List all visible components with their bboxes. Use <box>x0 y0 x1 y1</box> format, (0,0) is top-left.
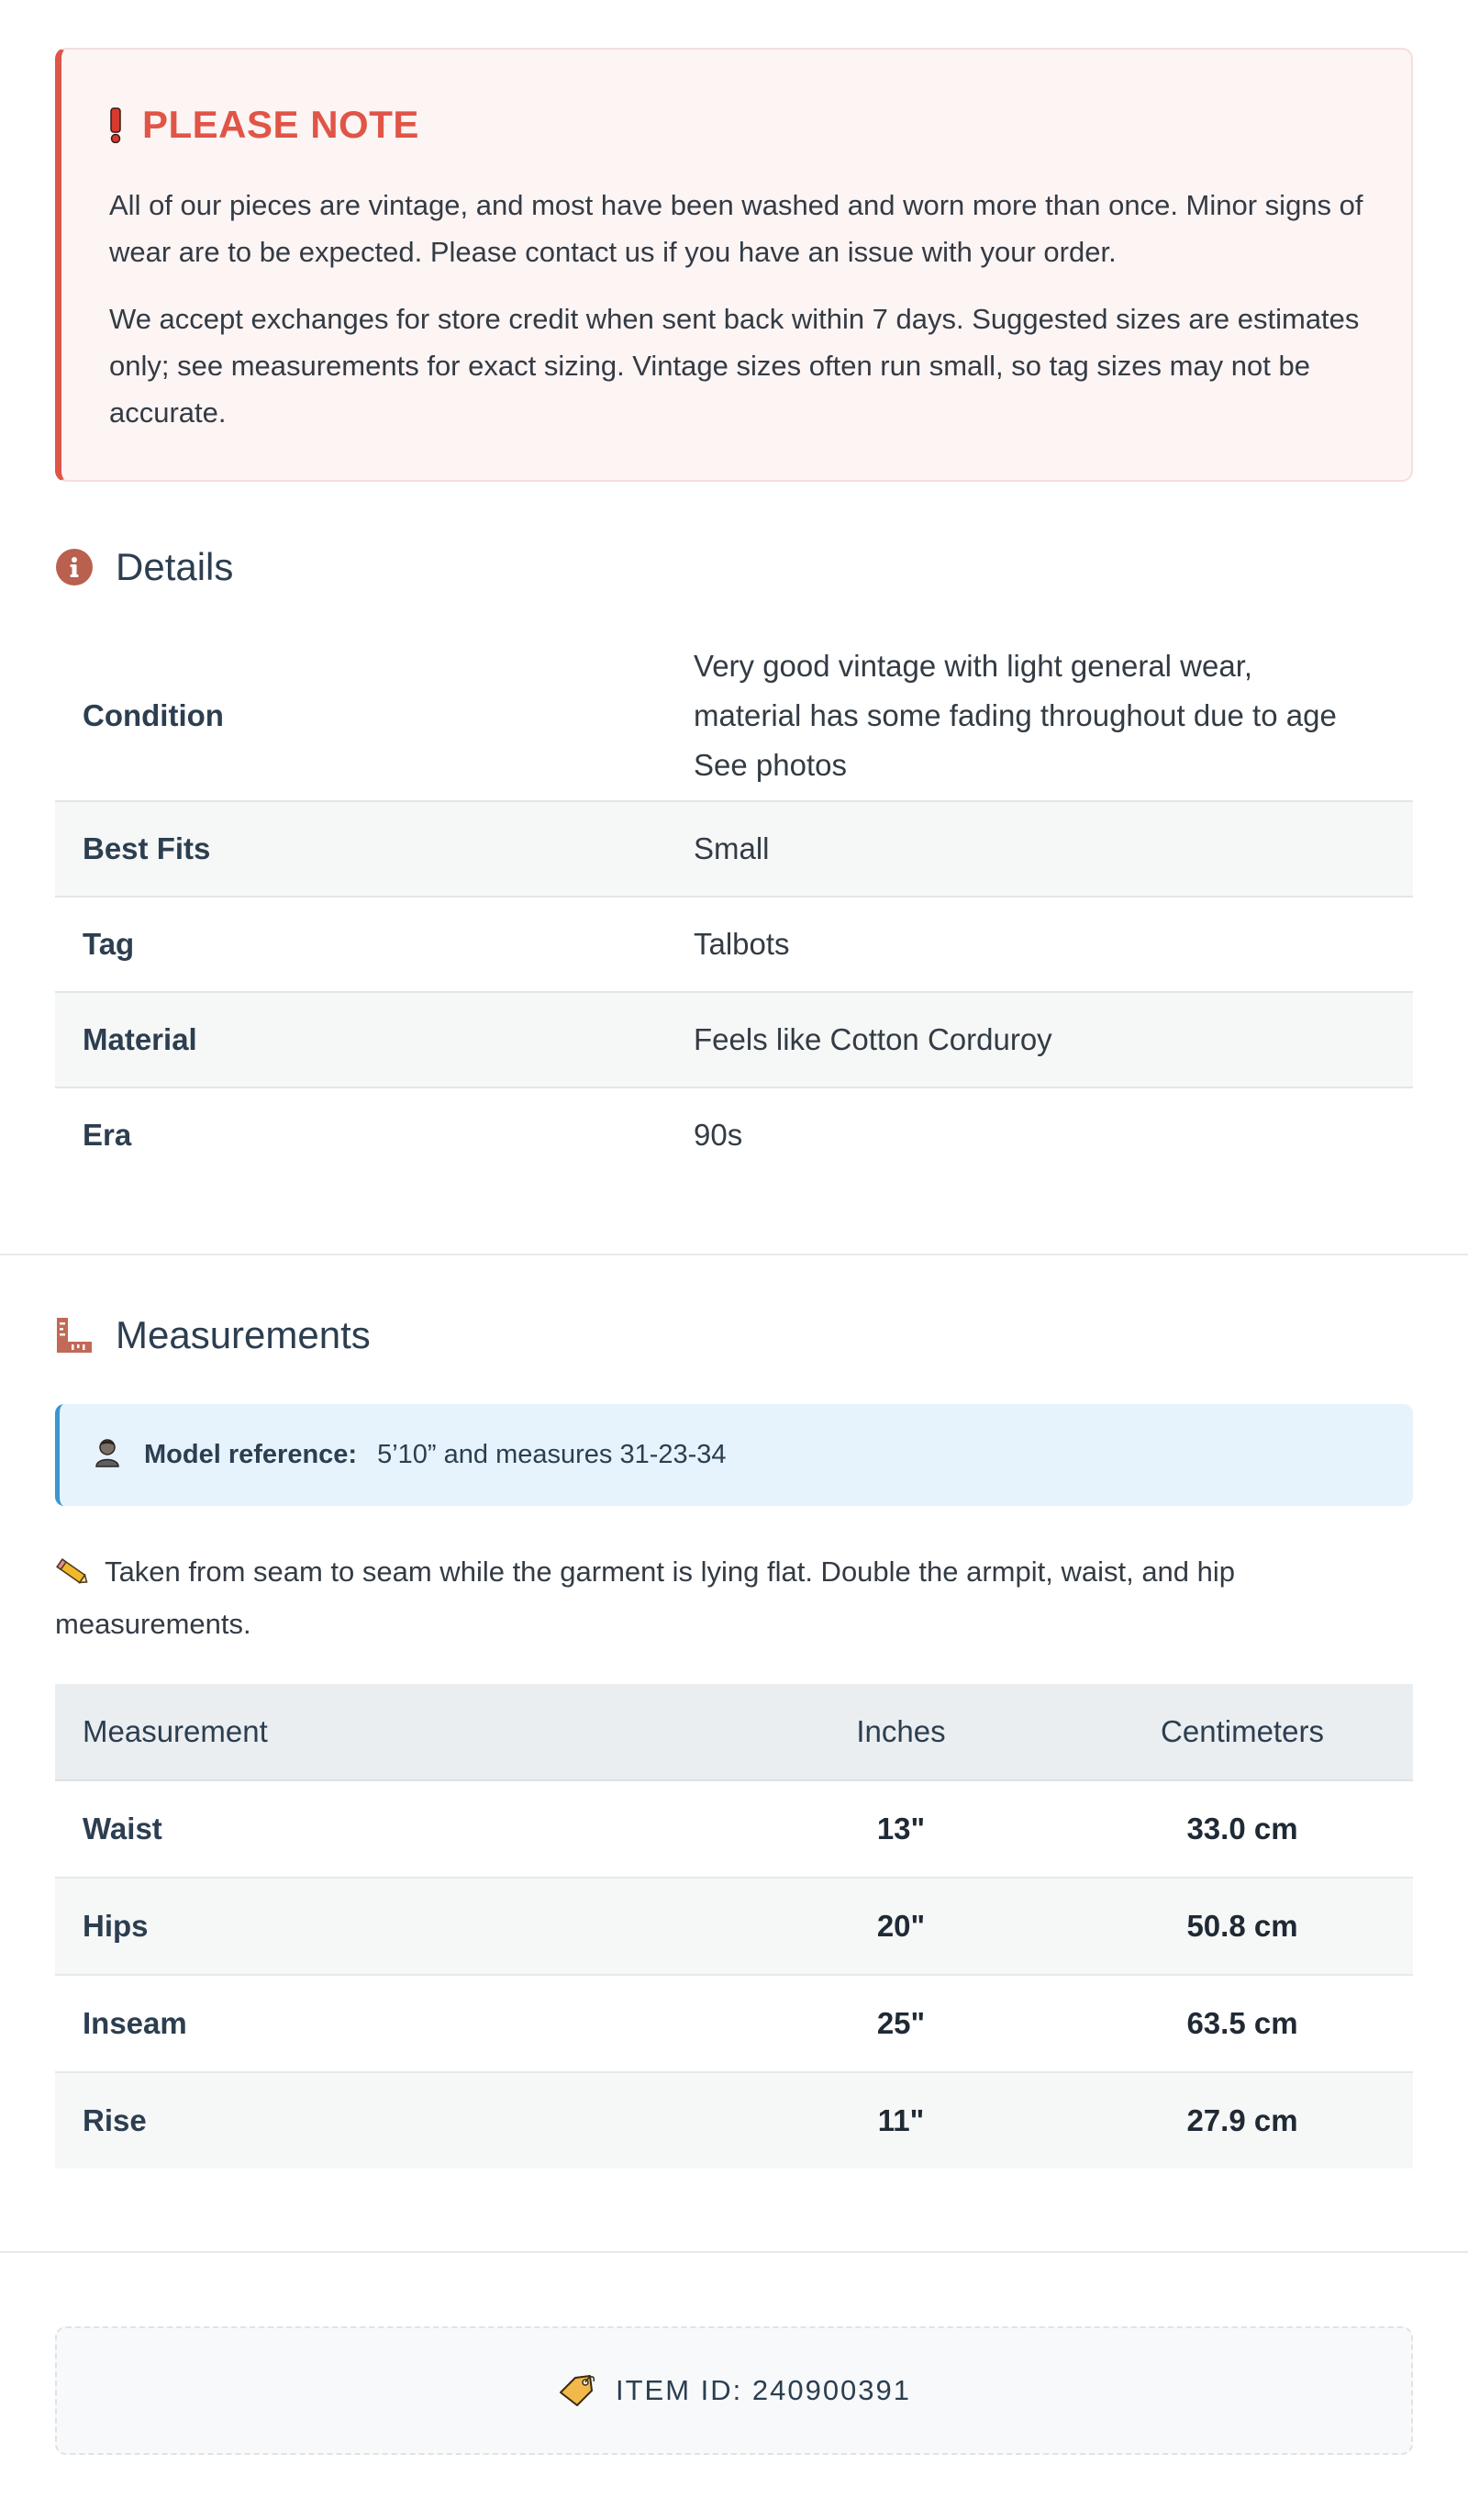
notice-heading <box>109 103 1365 147</box>
info-icon <box>55 548 94 586</box>
notice-paragraph-1: All of our pieces are vintage, and most have been washed and worn more than once. Minor signs of wear are to be expected. Please contact us if you have an issue with your order. <box>109 189 1363 268</box>
measurement-name: Hips <box>55 1878 730 1975</box>
model-reference-text: 5’10” and measures 31-23-34 <box>377 1440 727 1469</box>
pencil-icon <box>55 1554 90 1600</box>
exclamation-icon <box>109 106 122 143</box>
measurement-note-text: Taken from seam to seam while the garment is lying flat. Double the armpit, waist, and hip measurements. <box>55 1555 1236 1640</box>
details-row-condition <box>55 630 1413 801</box>
details-row-era <box>55 1087 1413 1182</box>
section-divider <box>0 2251 1468 2253</box>
measurements-heading <box>0 1314 1468 1356</box>
details-value: Feels like Cotton Corduroy <box>694 1022 1052 1056</box>
measurement-inches: 13" <box>730 1780 1072 1878</box>
measurement-cm: 50.8 cm <box>1072 1878 1413 1975</box>
measurement-name: Rise <box>55 2072 730 2169</box>
details-value: Talbots <box>694 927 790 961</box>
measurements-table <box>55 1684 1413 2169</box>
measurement-row-rise <box>55 2072 1413 2169</box>
measurement-row-hips <box>55 1878 1413 1975</box>
measurement-note <box>55 1548 1413 1647</box>
condition-line-3: See photos <box>694 747 847 782</box>
details-label: Best Fits <box>83 831 211 865</box>
measurement-row-waist <box>55 1780 1413 1878</box>
details-value: Small <box>694 831 770 865</box>
measurements-title: Measurements <box>116 1313 371 1356</box>
measurement-cm: 33.0 cm <box>1072 1780 1413 1878</box>
notice-paragraph-2: We accept exchanges for store credit when sent back within 7 days. Suggested sizes are estimates only; see measurements for exact sizing. Vintage sizes often run small, so tag sizes may not be accurate. <box>109 303 1360 429</box>
details-label: Material <box>83 1022 197 1056</box>
details-row-tag <box>55 897 1413 992</box>
measurement-name: Inseam <box>55 1975 730 2072</box>
measurement-inches: 11" <box>730 2072 1072 2169</box>
item-id-text: ITEM ID: 240900391 <box>615 2374 912 2406</box>
model-reference-box <box>55 1404 1413 1506</box>
measurement-row-inseam <box>55 1975 1413 2072</box>
header-centimeters: Centimeters <box>1072 1684 1413 1780</box>
condition-line-2: material has some fading throughout due to age <box>694 697 1337 732</box>
header-measurement: Measurement <box>55 1684 730 1780</box>
details-value: 90s <box>694 1118 743 1152</box>
tag-icon <box>557 2372 595 2409</box>
measurement-cm: 27.9 cm <box>1072 2072 1413 2169</box>
header-inches: Inches <box>730 1684 1072 1780</box>
measurement-inches: 25" <box>730 1975 1072 2072</box>
details-table <box>55 630 1413 1182</box>
details-label: Era <box>83 1118 132 1152</box>
item-id-box <box>55 2326 1413 2455</box>
condition-line-1: Very good vintage with light general wear, <box>694 648 1253 683</box>
details-value <box>666 630 1413 801</box>
model-reference-label: Model reference: <box>144 1440 358 1469</box>
details-title: Details <box>116 545 234 588</box>
section-divider <box>0 1254 1468 1255</box>
details-label: Tag <box>83 927 135 961</box>
notice-title: PLEASE NOTE <box>142 103 419 146</box>
measurement-cm: 63.5 cm <box>1072 1975 1413 2072</box>
measurements-header-row <box>55 1684 1413 1780</box>
person-icon <box>91 1435 124 1476</box>
details-row-best-fits <box>55 801 1413 897</box>
measurement-inches: 20" <box>730 1878 1072 1975</box>
details-heading <box>55 546 1413 588</box>
please-note-box <box>55 48 1413 482</box>
details-row-material <box>55 992 1413 1087</box>
details-label: Condition <box>83 697 224 732</box>
ruler-icon <box>55 1316 94 1355</box>
measurement-name: Waist <box>55 1780 730 1878</box>
